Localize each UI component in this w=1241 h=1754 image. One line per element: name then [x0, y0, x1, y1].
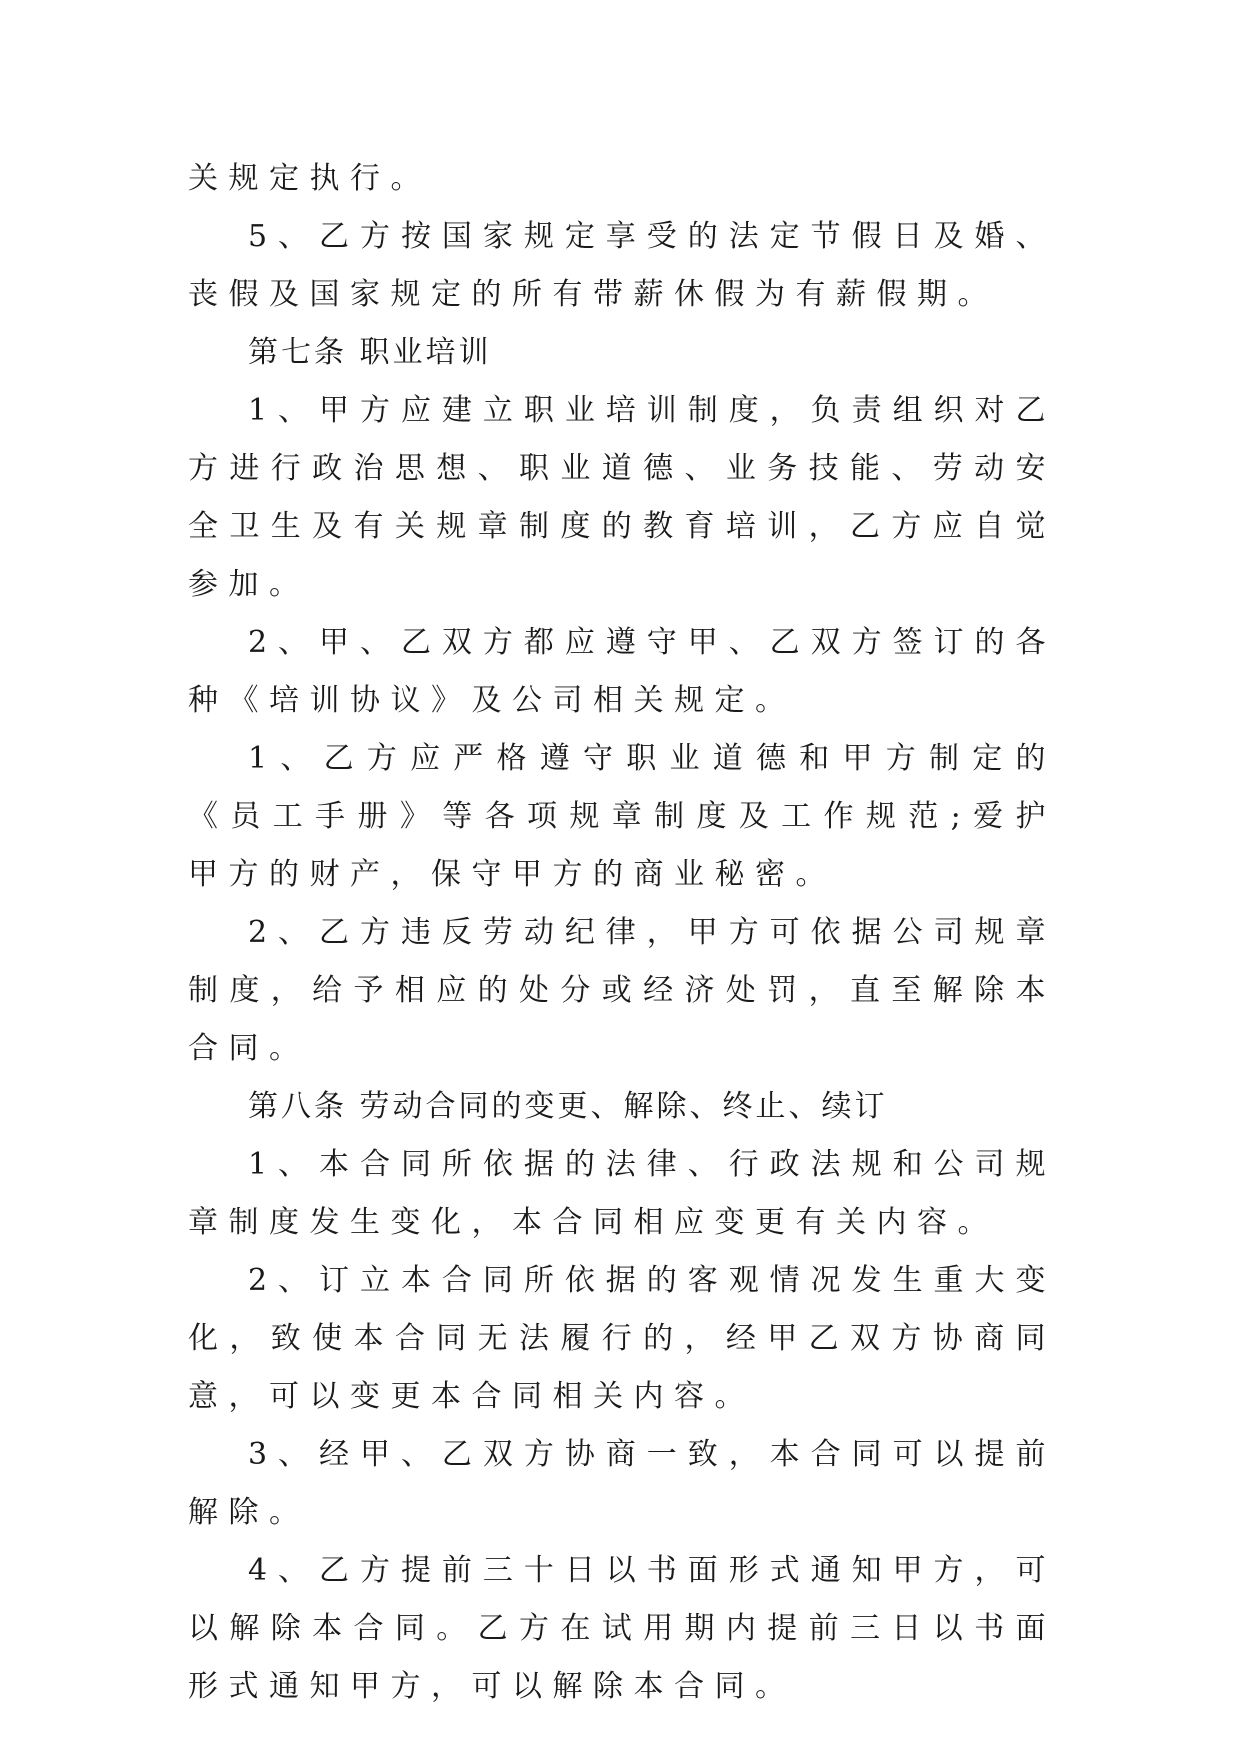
paragraph-1-ethics: 1、乙方应严格遵守职业道德和甲方制定的《员工手册》等各项规章制度及工作规范;爱护甲方的财产，保守甲方的商业秘密。	[188, 741, 1056, 892]
paragraph-continuation: 关规定执行。	[188, 161, 431, 196]
paragraph-3-mutual-termination: 3、经甲、乙双方协商一致，本合同可以提前解除。	[188, 1437, 1056, 1530]
paragraph-2-discipline: 2、乙方违反劳动纪律，甲方可依据公司规章制度，给予相应的处分或经济处罚，直至解除本合同。	[188, 915, 1056, 1066]
paragraph-4-notice-termination: 4、乙方提前三十日以书面形式通知甲方，可以解除本合同。乙方在试用期内提前三日以书面形式通知甲方，可以解除本合同。	[188, 1553, 1056, 1704]
article-8-heading: 第八条 劳动合同的变更、解除、终止、续订	[248, 1089, 888, 1124]
paragraph-1-training-system: 1、甲方应建立职业培训制度，负责组织对乙方进行政治思想、职业道德、业务技能、劳动安全卫生及有关规章制度的教育培训，乙方应自觉参加。	[188, 393, 1056, 602]
paragraph-2-training-agreement: 2、甲、乙双方都应遵守甲、乙双方签订的各种《培训协议》及公司相关规定。	[188, 625, 1056, 718]
document-body	[188, 150, 1056, 1716]
paragraph-5-holidays: 5、乙方按国家规定享受的法定节假日及婚、丧假及国家规定的所有带薪休假为有薪假期。	[188, 219, 1056, 312]
paragraph-2-circumstance-change: 2、订立本合同所依据的客观情况发生重大变化，致使本合同无法履行的，经甲乙双方协商同意，可以变更本合同相关内容。	[188, 1263, 1056, 1414]
article-7-heading: 第七条 职业培训	[248, 335, 492, 370]
paragraph-1-contract-change: 1、本合同所依据的法律、行政法规和公司规章制度发生变化，本合同相应变更有关内容。	[188, 1147, 1056, 1240]
